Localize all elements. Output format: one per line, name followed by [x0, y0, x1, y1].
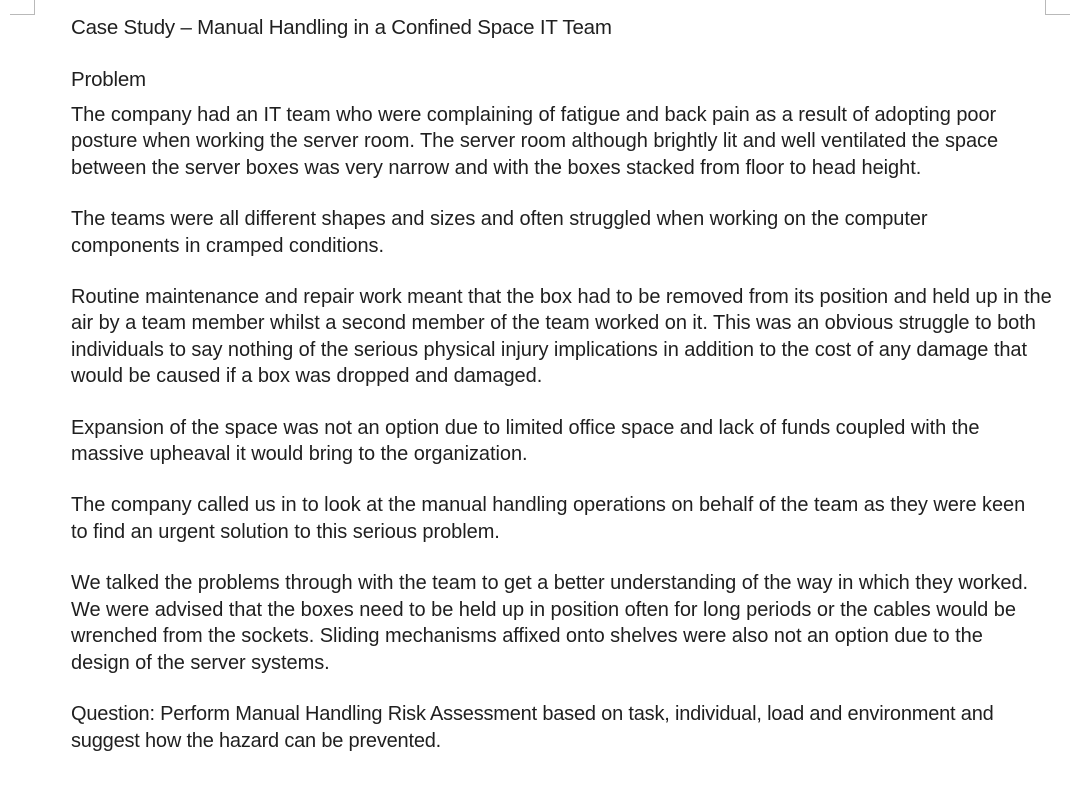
paragraph-5: The company called us in to look at the manual handling operations on behalf of the team as they were keen to find an urgent solution to this serious problem. [71, 494, 1026, 543]
question-text: Question: Perform Manual Handling Risk Assessment based on task, individual, load and environment and suggest how the hazard can be prevented. [71, 702, 994, 753]
paragraph-1: The company had an IT team who were complaining of fatigue and back pain as a result of adopting poor posture when working the server room. The server room although brightly lit and well ventilated the space between the server boxes was very narrow and with the boxes stacked from floor to head height. [71, 104, 999, 179]
paragraph-3: Routine maintenance and repair work meant that the box had to be removed from its position and held up in the air by a team member whilst a second member of the team worked on it. This was an obvious struggle to both individuals to say nothing of the serious physical injury implications in addition to the cost of any damage that would be caused if a box was dropped and damaged. [71, 286, 1052, 388]
paragraph-2: The teams were all different shapes and sizes and often struggled when working on the computer components in cramped conditions. [71, 208, 928, 257]
document-body [71, 14, 1061, 756]
page-corner-mark-right [1045, 0, 1070, 15]
paragraph-4: Expansion of the space was not an option due to limited office space and lack of funds coupled with the massive upheaval it would bring to the organization. [71, 416, 980, 466]
document-title: Case Study – Manual Handling in a Confined Space IT Team [71, 16, 612, 39]
page-corner-mark-left [10, 0, 35, 15]
paragraph-6: We talked the problems through with the team to get a better understanding of the way in which they worked. We were advised that the boxes need to be held up in position often for long periods or the cables would be wrenched from the sockets. Sliding mechanisms affixed onto shelves were also not an option due to the design of the server systems. [71, 572, 1029, 674]
section-heading: Problem [71, 68, 146, 91]
